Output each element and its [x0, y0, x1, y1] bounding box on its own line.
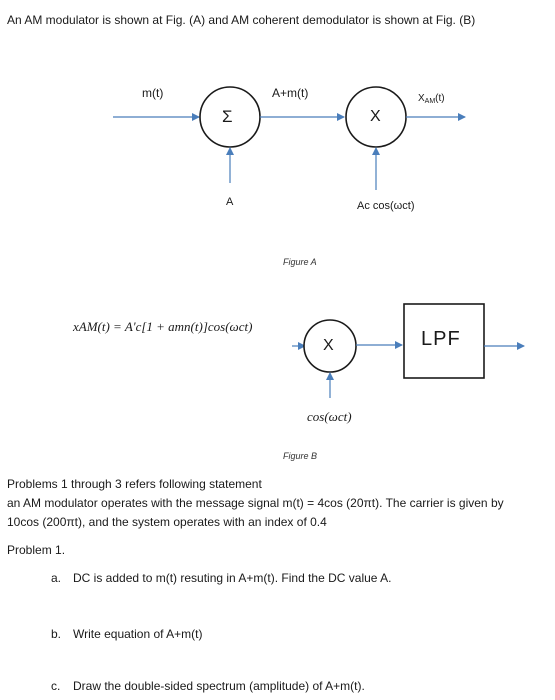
lpf-label: LPF [421, 328, 461, 350]
item-a-text: DC is added to m(t) resuting in A+m(t). Find the DC value A. [73, 571, 392, 585]
fig-a-mult-symbol: X [370, 108, 381, 125]
fig-a-carrier-label: Ac cos(ωct) [357, 200, 415, 212]
fig-a-dc-label: A [226, 196, 234, 208]
item-b-text: Write equation of A+m(t) [73, 627, 203, 641]
statement-line-3: 10cos (200πt), and the system operates with an index of 0.4 [7, 515, 327, 529]
item-a-marker: a. [51, 571, 62, 585]
figure-a-caption: Figure A [283, 257, 317, 267]
fig-a-mid-label: A+m(t) [272, 86, 309, 100]
intro-text: An AM modulator is shown at Fig. (A) and AM coherent demodulator is shown at Fig. (B) [7, 13, 476, 27]
sigma-symbol: Σ [222, 107, 233, 126]
fig-a-input-label: m(t) [142, 86, 164, 100]
statement-line-2: an AM modulator operates with the message signal m(t) = 4cos (20πt). The carrier is given by [7, 496, 504, 510]
item-b-marker: b. [51, 627, 62, 641]
fig-b-equation: xAM(t) = A'c[1 + amn(t)]cos(ωct) [73, 319, 253, 334]
item-c-marker: c. [51, 679, 61, 693]
item-c-text: Draw the double-sided spectrum (amplitude) of A+m(t). [73, 679, 365, 693]
figure-b-caption: Figure B [283, 451, 318, 461]
statement-line-1: Problems 1 through 3 refers following statement [7, 477, 262, 491]
fig-b-carrier-label: cos(ωct) [307, 409, 352, 424]
problem-title: Problem 1. [7, 543, 66, 557]
fig-a-output-label: $X_{AM}(t)$ [418, 93, 445, 105]
fig-b-mult-symbol: X [323, 337, 334, 354]
